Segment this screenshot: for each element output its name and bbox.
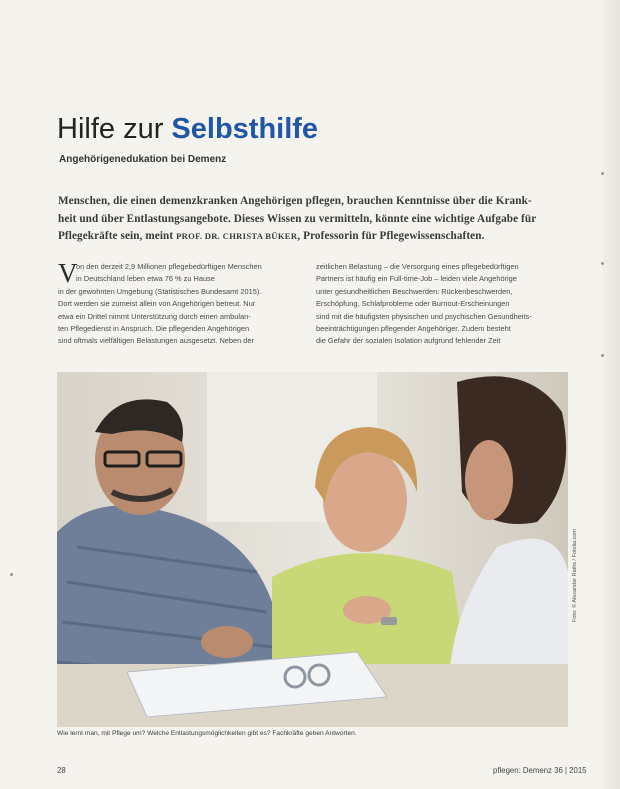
consultation-scene-illustration (57, 372, 568, 727)
body-column-right (316, 261, 566, 348)
body-line: etwa ein Drittel nimmt Unterstützung durch einen ambulan- (58, 311, 251, 321)
article-title (57, 112, 318, 146)
author-name: PROF. DR. CHRISTA BÜKER (176, 231, 298, 242)
body-line: zeitlichen Belastung – die Versorgung eines pflegebedürftigen (316, 262, 519, 271)
lead-text: , Professorin für Pflegewissenschaften. (297, 230, 485, 243)
body-line: in Deutschland leben etwa 76 % zu Hause (76, 274, 215, 284)
article-photo (57, 372, 568, 727)
body-column-left (58, 258, 301, 348)
lead-line: Menschen, die einen demenzkranken Angehörigen pflegen, brauchen Kenntnisse über die Krank- (58, 195, 532, 207)
margin-mark (601, 354, 604, 357)
body-line: unter gesundheitlichen Beschwerden: Rückenbeschwerden, (316, 286, 513, 296)
article-title-accent: Selbsthilfe (171, 113, 319, 145)
lead-line: heit und über Entlastungsangebote. Dieses Wissen zu vermitteln, könnte eine wichtige Aufgabe für (58, 212, 537, 225)
body-line: beeinträchtigungen pflegender Angehöriger. Zudem besteht (316, 324, 511, 334)
margin-mark (601, 262, 604, 265)
page-number: 28 (57, 766, 66, 775)
article-subtitle: Angehörigenedukation bei Demenz (59, 154, 227, 165)
photo-caption: Wie lernt man, mit Pflege um? Welche Entlastungsmöglichkeiten gibt es? Fachkräfte geben Antworten. (57, 730, 357, 737)
drop-cap: V (58, 258, 78, 288)
body-line: Erschöpfung, Schlafprobleme oder Burnout-Erscheinungen (316, 299, 510, 309)
lead-paragraph (58, 193, 558, 246)
body-line: Partners ist häufig ein Full-time-Job – leiden viele Angehörige (316, 274, 517, 284)
body-line: Dort werden sie zumeist allein von Angehörigen betreut. Nur (58, 299, 256, 309)
journal-footer: pflegen: Demenz 36 | 2015 (493, 766, 587, 775)
body-line: ten Pflegedienst in Anspruch. Die pflegenden Angehörigen (58, 324, 250, 334)
page-spine-shadow (602, 0, 620, 789)
body-line: sind oftmals vielfältigen Belastungen ausgesetzt. Neben der (58, 336, 254, 346)
article-title-plain: Hilfe zur (57, 113, 172, 145)
margin-mark (601, 172, 604, 175)
body-line: in der gewohnten Umgebung (Statistisches Bundesamt 2015). (58, 286, 262, 296)
photo-credit: Foto: © Alexander Raths / Fotolia.com (572, 528, 578, 622)
body-line: on den derzeit 2,9 Millionen pflegebedürftigen Menschen (76, 262, 262, 271)
body-line: sind mit die häufigsten physischen und psychischen Gesundheits- (316, 311, 532, 321)
lead-line (58, 228, 558, 246)
body-line: die Gefahr der sozialen Isolation aufgrund fehlender Zeit (316, 336, 501, 346)
lead-text: Pflegekräfte sein, meint (58, 230, 177, 243)
margin-mark (10, 573, 13, 576)
